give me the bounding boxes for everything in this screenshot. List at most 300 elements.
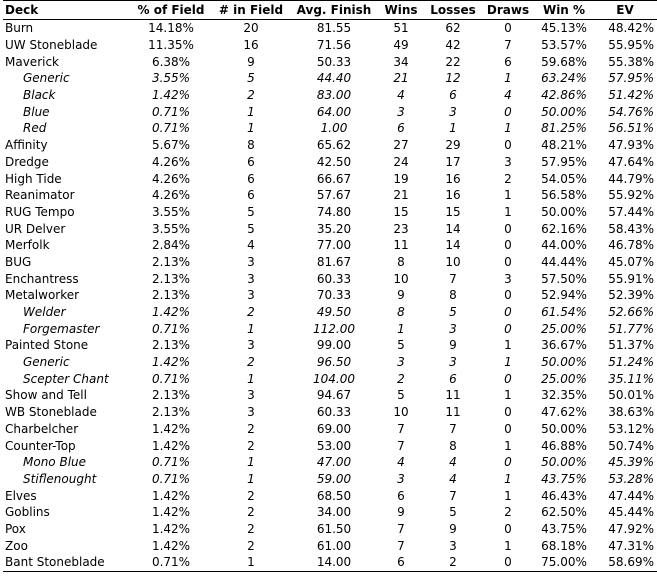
cell-num-in-field: 5	[247, 204, 255, 219]
cell-num-in-field: 1	[247, 121, 255, 136]
cell-draws: 0	[504, 238, 512, 253]
cell-wins: 10	[393, 405, 409, 420]
cell-ev: 35.11%	[608, 371, 654, 386]
deck-results-table-container	[3, 0, 654, 572]
cell-losses: 2	[425, 554, 481, 571]
cell-losses: 9	[449, 521, 457, 536]
cell-win-pct: 81.25%	[541, 121, 587, 136]
cell-pct-of-field: 2.13%	[151, 388, 191, 403]
cell-win-pct: 43.75%	[541, 471, 587, 486]
cell-pct-of-field: 1.42%	[151, 488, 191, 503]
cell-num-in-field: 2	[247, 355, 255, 370]
table-row	[3, 220, 657, 237]
cell-ev: 55.95%	[608, 38, 654, 53]
cell-ev: 52.66%	[608, 305, 654, 320]
cell-losses: 6	[449, 371, 457, 386]
cell-avg-finish: 44.40	[316, 71, 352, 86]
cell-wins: 9	[397, 505, 405, 520]
header-losses: Losses	[425, 1, 481, 20]
cell-num-in-field: 5	[247, 71, 255, 86]
cell-avg-finish: 57.67	[316, 188, 352, 203]
cell-draws: 0	[504, 221, 512, 236]
cell-draws: 1	[504, 188, 512, 203]
cell-pct-of-field: 2.13%	[151, 288, 191, 303]
cell-deck: Blue	[23, 104, 50, 119]
cell-win-pct: 44.00%	[541, 238, 587, 253]
cell-draws: 1	[504, 488, 512, 503]
cell-avg-finish: 60.33	[316, 405, 352, 420]
cell-num-in-field: 16	[243, 38, 259, 53]
cell-ev: 45.39%	[608, 455, 654, 470]
cell-draws: 0	[504, 254, 512, 269]
cell-num-in-field: 3	[247, 405, 255, 420]
cell-win-pct: 43.75%	[541, 521, 587, 536]
cell-win-pct: 36.67%	[541, 338, 587, 353]
cell-ev: 44.79%	[608, 171, 654, 186]
cell-losses: 42	[445, 38, 461, 53]
cell-wins: 27	[393, 138, 409, 153]
cell-draws: 0	[504, 371, 512, 386]
cell-num-in-field: 3	[247, 388, 255, 403]
header-ev: EV	[593, 1, 657, 20]
cell-ev: 57.95%	[608, 71, 654, 86]
cell-draws: 0	[504, 421, 512, 436]
cell-wins: 15	[393, 204, 409, 219]
cell-avg-finish: 81.55	[316, 21, 352, 36]
cell-draws: 1	[504, 338, 512, 353]
deck-results-table	[3, 0, 657, 572]
table-row	[3, 187, 657, 204]
cell-deck: Affinity	[5, 138, 48, 153]
cell-ev: 47.31%	[608, 538, 654, 553]
cell-pct-of-field: 2.13%	[151, 338, 191, 353]
cell-num-in-field: 3	[247, 338, 255, 353]
cell-pct-of-field: 1.42%	[151, 505, 191, 520]
table-subrow	[3, 70, 657, 87]
cell-ev: 47.44%	[608, 488, 654, 503]
table-subrow	[3, 87, 657, 104]
cell-losses: 8	[449, 288, 457, 303]
cell-pct-of-field: 0.71%	[151, 121, 191, 136]
cell-pct-of-field: 2.13%	[151, 271, 191, 286]
header-draws: Draws	[481, 1, 535, 20]
cell-pct-of-field: 0.71%	[151, 455, 191, 470]
cell-wins: 3	[397, 104, 405, 119]
cell-win-pct: 63.24%	[541, 71, 587, 86]
header-num-in-field: # in Field	[211, 1, 291, 20]
cell-pct-of-field: 1.42%	[151, 521, 191, 536]
cell-avg-finish: 69.00	[316, 421, 352, 436]
cell-wins: 21	[393, 188, 409, 203]
cell-deck: Dredge	[5, 154, 49, 169]
cell-deck: Enchantress	[5, 271, 79, 286]
cell-losses: 7	[449, 421, 457, 436]
table-row	[3, 487, 657, 504]
cell-avg-finish: 65.62	[316, 138, 352, 153]
cell-num-in-field: 3	[247, 254, 255, 269]
cell-ev: 38.63%	[608, 405, 654, 420]
cell-win-pct: 57.50%	[541, 271, 587, 286]
cell-ev: 45.44%	[608, 505, 654, 520]
cell-num-in-field: 4	[247, 238, 255, 253]
cell-deck: Merfolk	[5, 238, 50, 253]
cell-draws: 1	[504, 471, 512, 486]
cell-num-in-field: 3	[247, 271, 255, 286]
cell-avg-finish: 1.00	[320, 121, 348, 136]
cell-losses: 3	[449, 321, 457, 336]
cell-num-in-field: 2	[247, 505, 255, 520]
cell-win-pct: 53.57%	[541, 38, 587, 53]
cell-avg-finish: 61.50	[316, 521, 352, 536]
cell-wins: 34	[393, 54, 409, 69]
cell-ev: 57.44%	[608, 204, 654, 219]
cell-num-in-field: 1	[247, 321, 255, 336]
cell-win-pct: 54.05%	[541, 171, 587, 186]
table-row	[3, 254, 657, 271]
cell-num-in-field: 8	[247, 138, 255, 153]
cell-losses: 4	[449, 455, 457, 470]
cell-draws: 0	[504, 21, 512, 36]
cell-losses: 3	[449, 355, 457, 370]
cell-losses: 3	[449, 104, 457, 119]
table-row	[3, 37, 657, 54]
table-subrow	[3, 120, 657, 137]
cell-ev: 46.78%	[608, 238, 654, 253]
cell-losses: 15	[445, 204, 461, 219]
cell-losses: 14	[445, 238, 461, 253]
cell-avg-finish: 53.00	[316, 438, 352, 453]
cell-ev: 45.07%	[608, 254, 654, 269]
cell-win-pct: 56.58%	[541, 188, 587, 203]
table-row	[3, 287, 657, 304]
cell-draws: 2	[504, 171, 512, 186]
table-row	[3, 554, 657, 571]
cell-num-in-field: 1	[247, 455, 255, 470]
cell-num-in-field: 2	[247, 538, 255, 553]
cell-losses: 8	[449, 438, 457, 453]
cell-avg-finish: 94.67	[316, 388, 352, 403]
cell-draws: 3	[504, 271, 512, 286]
cell-ev: 54.76%	[608, 104, 654, 119]
cell-wins: 3	[397, 355, 405, 370]
table-row	[3, 387, 657, 404]
cell-deck: Burn	[5, 21, 34, 36]
cell-avg-finish: 70.33	[316, 288, 352, 303]
cell-num-in-field: 2	[247, 88, 255, 103]
cell-draws: 0	[504, 288, 512, 303]
cell-losses: 11	[445, 388, 461, 403]
table-row	[3, 137, 657, 154]
cell-losses: 7	[449, 488, 457, 503]
cell-avg-finish: 68.50	[316, 488, 352, 503]
cell-wins: 6	[377, 554, 425, 571]
cell-draws: 0	[504, 305, 512, 320]
table-row	[3, 521, 657, 538]
cell-num-in-field: 3	[247, 288, 255, 303]
cell-num-in-field: 6	[247, 154, 255, 169]
cell-deck: UW Stoneblade	[5, 38, 98, 53]
cell-deck: Mono Blue	[23, 455, 87, 470]
cell-deck: Painted Stone	[5, 338, 89, 353]
cell-num-in-field: 1	[247, 104, 255, 119]
cell-avg-finish: 104.00	[313, 371, 355, 386]
cell-draws: 1	[504, 355, 512, 370]
cell-avg-finish: 61.00	[316, 538, 352, 553]
cell-deck: Generic	[23, 71, 70, 86]
cell-deck: RUG Tempo	[5, 204, 75, 219]
cell-draws: 0	[504, 138, 512, 153]
table-header	[3, 1, 657, 20]
cell-wins: 19	[393, 171, 409, 186]
cell-wins: 10	[393, 271, 409, 286]
cell-losses: 5	[449, 305, 457, 320]
table-row	[3, 337, 657, 354]
cell-pct-of-field: 14.18%	[148, 21, 194, 36]
header-wins: Wins	[377, 1, 425, 20]
cell-win-pct: 46.88%	[541, 438, 587, 453]
cell-wins: 2	[397, 371, 405, 386]
cell-wins: 3	[397, 471, 405, 486]
cell-num-in-field: 6	[247, 171, 255, 186]
cell-wins: 6	[397, 121, 405, 136]
cell-deck: Bant Stoneblade	[3, 554, 131, 571]
cell-ev: 47.93%	[608, 138, 654, 153]
cell-deck: High Tide	[5, 171, 62, 186]
cell-num-in-field: 9	[247, 54, 255, 69]
cell-deck: Black	[23, 88, 56, 103]
table-subrow	[3, 370, 657, 387]
header-win-pct: Win %	[535, 1, 593, 20]
table-subrow	[3, 304, 657, 321]
cell-draws: 0	[504, 405, 512, 420]
cell-win-pct: 46.43%	[541, 488, 587, 503]
cell-draws: 0	[504, 104, 512, 119]
cell-wins: 5	[397, 338, 405, 353]
cell-avg-finish: 50.33	[316, 54, 352, 69]
cell-deck: Reanimator	[5, 188, 75, 203]
cell-ev: 55.38%	[608, 54, 654, 69]
cell-win-pct: 25.00%	[541, 371, 587, 386]
cell-pct-of-field: 1.42%	[151, 305, 191, 320]
cell-avg-finish: 74.80	[316, 204, 352, 219]
cell-num-in-field: 1	[247, 371, 255, 386]
cell-pct-of-field: 1.42%	[151, 355, 191, 370]
cell-win-pct: 50.00%	[541, 355, 587, 370]
header-pct-of-field: % of Field	[131, 1, 211, 20]
cell-wins: 9	[397, 288, 405, 303]
table-row	[3, 20, 657, 37]
cell-num-in-field: 1	[247, 471, 255, 486]
cell-deck: Charbelcher	[5, 421, 79, 436]
cell-ev: 55.91%	[608, 271, 654, 286]
cell-win-pct: 44.44%	[541, 254, 587, 269]
cell-draws: 1	[504, 538, 512, 553]
cell-win-pct: 45.13%	[541, 21, 587, 36]
cell-ev: 50.74%	[608, 438, 654, 453]
cell-ev: 52.39%	[608, 288, 654, 303]
cell-losses: 3	[449, 538, 457, 553]
cell-wins: 24	[393, 154, 409, 169]
cell-avg-finish: 99.00	[316, 338, 352, 353]
cell-deck: Red	[23, 121, 47, 136]
cell-ev: 56.51%	[608, 121, 654, 136]
cell-ev: 58.43%	[608, 221, 654, 236]
cell-losses: 6	[449, 88, 457, 103]
cell-num-in-field: 6	[247, 188, 255, 203]
table-row	[3, 437, 657, 454]
cell-losses: 22	[445, 54, 461, 69]
cell-avg-finish: 49.50	[316, 305, 352, 320]
cell-avg-finish: 34.00	[316, 505, 352, 520]
cell-pct-of-field: 0.71%	[151, 471, 191, 486]
cell-wins: 7	[397, 421, 405, 436]
cell-deck: Welder	[23, 305, 66, 320]
cell-win-pct: 50.00%	[541, 104, 587, 119]
table-subrow	[3, 320, 657, 337]
cell-draws: 2	[504, 505, 512, 520]
cell-win-pct: 47.62%	[541, 405, 587, 420]
cell-pct-of-field: 3.55%	[151, 221, 191, 236]
cell-deck: UR Delver	[5, 221, 66, 236]
cell-deck: Generic	[23, 355, 70, 370]
cell-ev: 53.28%	[608, 471, 654, 486]
cell-wins: 21	[393, 71, 409, 86]
cell-pct-of-field: 3.55%	[151, 204, 191, 219]
table-row	[3, 404, 657, 421]
cell-avg-finish: 42.50	[316, 154, 352, 169]
cell-win-pct: 59.68%	[541, 54, 587, 69]
cell-win-pct: 61.54%	[541, 305, 587, 320]
cell-win-pct: 68.18%	[541, 538, 587, 553]
cell-losses: 16	[445, 171, 461, 186]
cell-deck: WB Stoneblade	[5, 405, 97, 420]
cell-avg-finish: 47.00	[316, 455, 352, 470]
cell-deck: BUG	[5, 254, 32, 269]
cell-draws: 0	[504, 455, 512, 470]
cell-pct-of-field: 5.67%	[151, 138, 191, 153]
cell-ev: 47.92%	[608, 521, 654, 536]
cell-avg-finish: 64.00	[316, 104, 352, 119]
cell-wins: 4	[397, 88, 405, 103]
table-row	[3, 421, 657, 438]
table-body	[3, 20, 657, 572]
table-row	[3, 53, 657, 70]
cell-wins: 6	[397, 488, 405, 503]
cell-draws: 1	[504, 204, 512, 219]
cell-losses: 4	[449, 471, 457, 486]
cell-pct-of-field: 0.71%	[151, 371, 191, 386]
cell-num-in-field: 2	[247, 305, 255, 320]
cell-pct-of-field: 2.13%	[151, 254, 191, 269]
cell-draws: 1	[504, 438, 512, 453]
cell-win-pct: 50.00%	[541, 421, 587, 436]
cell-draws: 1	[504, 121, 512, 136]
cell-pct-of-field: 0.71%	[131, 554, 211, 571]
cell-pct-of-field: 2.84%	[151, 238, 191, 253]
table-row	[3, 204, 657, 221]
cell-avg-finish: 112.00	[313, 321, 355, 336]
cell-deck: Show and Tell	[5, 388, 87, 403]
cell-losses: 11	[445, 405, 461, 420]
cell-num-in-field: 2	[247, 521, 255, 536]
cell-deck: Goblins	[5, 505, 50, 520]
cell-pct-of-field: 1.42%	[151, 88, 191, 103]
cell-draws: 1	[504, 71, 512, 86]
cell-pct-of-field: 1.42%	[151, 438, 191, 453]
cell-ev: 55.92%	[608, 188, 654, 203]
cell-wins: 7	[397, 521, 405, 536]
cell-ev: 51.42%	[608, 88, 654, 103]
cell-avg-finish: 96.50	[316, 355, 352, 370]
cell-ev: 53.12%	[608, 421, 654, 436]
cell-deck: Pox	[5, 521, 26, 536]
cell-wins: 7	[397, 438, 405, 453]
cell-avg-finish: 77.00	[316, 238, 352, 253]
table-row	[3, 504, 657, 521]
cell-wins: 8	[397, 305, 405, 320]
cell-win-pct: 57.95%	[541, 154, 587, 169]
cell-wins: 51	[393, 21, 409, 36]
cell-wins: 49	[393, 38, 409, 53]
cell-ev: 51.24%	[608, 355, 654, 370]
cell-num-in-field: 2	[247, 438, 255, 453]
cell-win-pct: 50.00%	[541, 204, 587, 219]
cell-losses: 17	[445, 154, 461, 169]
table-subrow	[3, 354, 657, 371]
cell-draws: 3	[504, 154, 512, 169]
cell-draws: 7	[504, 38, 512, 53]
cell-deck: Zoo	[5, 538, 28, 553]
cell-pct-of-field: 1.42%	[151, 421, 191, 436]
cell-avg-finish: 35.20	[316, 221, 352, 236]
cell-losses: 7	[449, 271, 457, 286]
cell-wins: 11	[393, 238, 409, 253]
cell-pct-of-field: 0.71%	[151, 104, 191, 119]
cell-deck: Forgemaster	[23, 321, 100, 336]
cell-pct-of-field: 4.26%	[151, 188, 191, 203]
cell-deck: Metalworker	[5, 288, 80, 303]
cell-pct-of-field: 6.38%	[151, 54, 191, 69]
cell-win-pct: 75.00%	[535, 554, 593, 571]
cell-avg-finish: 66.67	[316, 171, 352, 186]
table-subrow	[3, 103, 657, 120]
cell-draws: 6	[504, 54, 512, 69]
cell-losses: 1	[449, 121, 457, 136]
cell-draws: 4	[504, 88, 512, 103]
cell-wins: 8	[397, 254, 405, 269]
table-row	[3, 237, 657, 254]
header-deck: Deck	[3, 1, 131, 20]
table-row	[3, 154, 657, 171]
cell-win-pct: 25.00%	[541, 321, 587, 336]
cell-losses: 29	[445, 138, 461, 153]
cell-losses: 16	[445, 188, 461, 203]
cell-win-pct: 32.35%	[541, 388, 587, 403]
cell-wins: 1	[397, 321, 405, 336]
cell-deck: Maverick	[5, 54, 60, 69]
cell-ev: 48.42%	[608, 21, 654, 36]
cell-avg-finish: 14.00	[291, 554, 377, 571]
cell-deck: Counter-Top	[5, 438, 76, 453]
cell-pct-of-field: 3.55%	[151, 71, 191, 86]
cell-num-in-field: 5	[247, 221, 255, 236]
cell-wins: 7	[397, 538, 405, 553]
cell-losses: 10	[445, 254, 461, 269]
cell-win-pct: 52.94%	[541, 288, 587, 303]
cell-draws: 0	[504, 321, 512, 336]
cell-losses: 12	[445, 71, 461, 86]
cell-avg-finish: 60.33	[316, 271, 352, 286]
